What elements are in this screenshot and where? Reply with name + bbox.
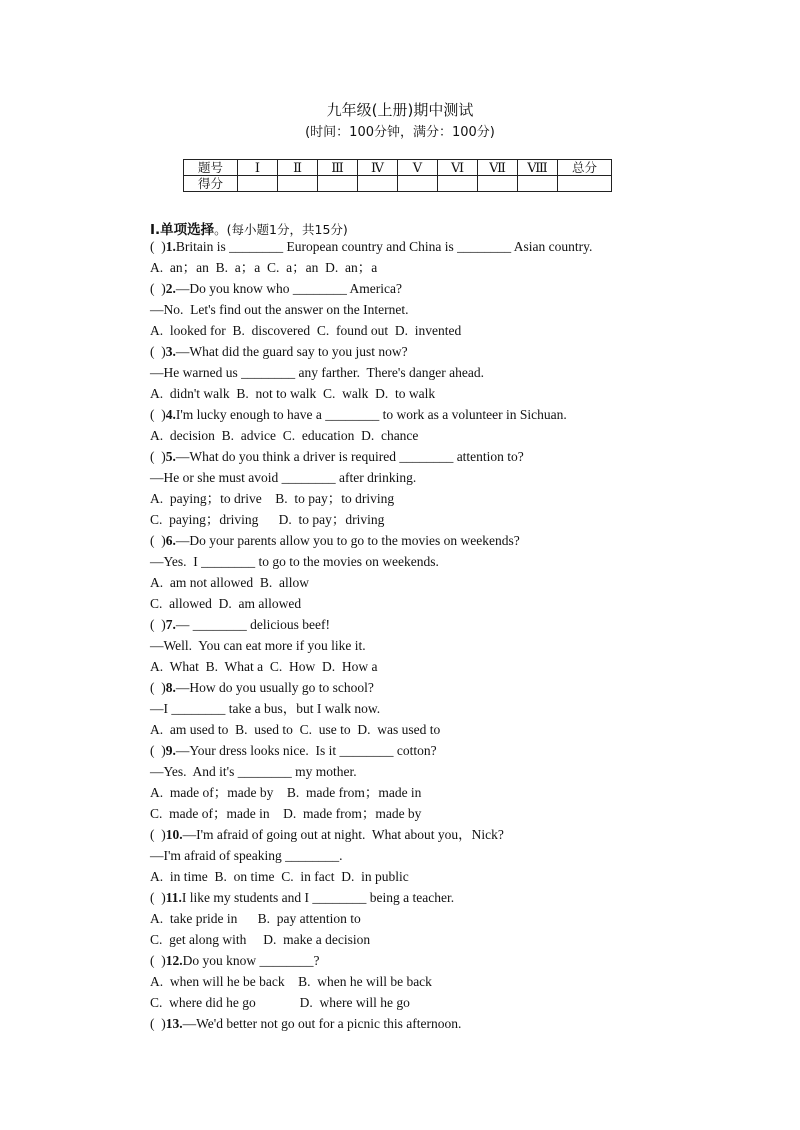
line-text: A. take pride in B. pay attention to xyxy=(150,911,361,926)
score-cell-header: Ⅲ xyxy=(318,160,358,176)
line-text: —We'd better not go out for a picnic this afternoon. xyxy=(182,1016,462,1031)
answer-bracket: ( ) xyxy=(150,407,166,422)
line-text: —He warned us ________ any farther. There's danger ahead. xyxy=(150,365,484,380)
question-stem xyxy=(150,278,650,299)
line-text: —Do you know who ________ America? xyxy=(175,281,402,296)
question-number: 13. xyxy=(165,1016,183,1031)
line-text: —He or she must avoid ________ after drinking. xyxy=(150,470,417,485)
line-text: —Do your parents allow you to go to the movies on weekends? xyxy=(175,533,520,548)
question-stem xyxy=(150,950,650,971)
question-number: 1. xyxy=(165,239,176,254)
line-text: C. paying；driving D. to pay；driving xyxy=(150,512,385,527)
question-stem xyxy=(150,614,650,635)
question-number: 4. xyxy=(165,407,176,422)
question-number: 12. xyxy=(165,953,183,968)
answer-bracket: ( ) xyxy=(150,281,166,296)
score-cell-empty xyxy=(438,176,478,192)
line-text: A. made of；made by B. made from；made in xyxy=(150,785,422,800)
answer-bracket: ( ) xyxy=(150,953,166,968)
line-text: —Yes. And it's ________ my mother. xyxy=(150,764,357,779)
question-list xyxy=(150,236,650,1034)
line-text: —What did the guard say to you just now? xyxy=(175,344,408,359)
question-line xyxy=(150,971,650,992)
question-line xyxy=(150,383,650,404)
line-text: —I ________ take a bus，but I walk now. xyxy=(150,701,381,716)
line-text: —No. Let's find out the answer on the Internet. xyxy=(150,302,409,317)
question-line xyxy=(150,257,650,278)
line-text: —I'm afraid of speaking ________. xyxy=(150,848,343,863)
line-text: —Well. You can eat more if you like it. xyxy=(150,638,366,653)
section-heading xyxy=(150,218,348,238)
score-cell-empty xyxy=(398,176,438,192)
question-stem xyxy=(150,1013,650,1034)
score-cell-header: Ⅳ xyxy=(358,160,398,176)
score-cell-empty xyxy=(238,176,278,192)
line-text: C. get along with D. make a decision xyxy=(150,932,371,947)
score-cell-header: Ⅷ xyxy=(518,160,558,176)
answer-bracket: ( ) xyxy=(150,743,166,758)
question-stem xyxy=(150,446,650,467)
question-stem xyxy=(150,824,650,845)
question-line xyxy=(150,698,650,719)
score-cell-empty xyxy=(478,176,518,192)
score-cell-header: Ⅶ xyxy=(478,160,518,176)
line-text: —Yes. I ________ to go to the movies on weekends. xyxy=(150,554,439,569)
score-cell-label: 得分 xyxy=(184,176,238,192)
page-subtitle: (时间：100分钟，满分：100分) xyxy=(305,125,495,140)
score-cell-header: Ⅱ xyxy=(278,160,318,176)
line-text: — ________ delicious beef! xyxy=(175,617,330,632)
question-number: 2. xyxy=(165,281,176,296)
line-text: C. where did he go D. where will he go xyxy=(150,995,410,1010)
line-text: A. when will he be back B. when he will be back xyxy=(150,974,432,989)
question-line xyxy=(150,320,650,341)
line-text: —What do you think a driver is required ________ attention to? xyxy=(175,449,524,464)
score-cell-empty xyxy=(358,176,398,192)
question-line xyxy=(150,488,650,509)
question-line xyxy=(150,299,650,320)
score-cell-label: 题号 xyxy=(184,160,238,176)
question-number: 9. xyxy=(165,743,176,758)
line-text: I like my students and I ________ being a teacher. xyxy=(181,890,455,905)
answer-bracket: ( ) xyxy=(150,344,166,359)
question-line xyxy=(150,425,650,446)
line-text: A. decision B. advice C. education D. chance xyxy=(150,428,419,443)
question-line xyxy=(150,362,650,383)
line-text: Britain is ________ European country and China is ________ Asian country. xyxy=(175,239,593,254)
question-stem xyxy=(150,341,650,362)
question-line xyxy=(150,719,650,740)
line-text: A. looked for B. discovered C. found out D. invented xyxy=(150,323,462,338)
page-title: 九年级(上册)期中测试 xyxy=(326,101,474,119)
question-line xyxy=(150,572,650,593)
answer-bracket: ( ) xyxy=(150,239,166,254)
question-number: 5. xyxy=(165,449,176,464)
line-text: —How do you usually go to school? xyxy=(175,680,374,695)
question-line xyxy=(150,929,650,950)
line-text: C. allowed D. am allowed xyxy=(150,596,302,611)
question-line xyxy=(150,908,650,929)
answer-bracket: ( ) xyxy=(150,449,166,464)
answer-bracket: ( ) xyxy=(150,533,166,548)
question-stem xyxy=(150,677,650,698)
question-stem xyxy=(150,887,650,908)
line-text: Do you know ________? xyxy=(182,953,320,968)
section-note: 。(每小题1分，共15分) xyxy=(214,222,348,237)
question-stem xyxy=(150,236,650,257)
question-number: 10. xyxy=(165,827,183,842)
line-text: C. made of；made in D. made from；made by xyxy=(150,806,422,821)
line-text: —I'm afraid of going out at night. What about you，Nick? xyxy=(182,827,504,842)
question-line xyxy=(150,635,650,656)
question-stem xyxy=(150,404,650,425)
question-line xyxy=(150,761,650,782)
score-cell-empty xyxy=(278,176,318,192)
question-number: 6. xyxy=(165,533,176,548)
question-line xyxy=(150,551,650,572)
question-line xyxy=(150,782,650,803)
line-text: —Your dress looks nice. Is it ________ cotton? xyxy=(175,743,437,758)
question-stem xyxy=(150,740,650,761)
question-line xyxy=(150,866,650,887)
line-text: I'm lucky enough to have a ________ to work as a volunteer in Sichuan. xyxy=(175,407,567,422)
score-cell-empty xyxy=(318,176,358,192)
question-line xyxy=(150,803,650,824)
question-line xyxy=(150,509,650,530)
question-number: 8. xyxy=(165,680,176,695)
question-line xyxy=(150,656,650,677)
answer-bracket: ( ) xyxy=(150,617,166,632)
question-number: 7. xyxy=(165,617,176,632)
answer-bracket: ( ) xyxy=(150,1016,166,1031)
score-cell-empty xyxy=(518,176,558,192)
line-text: A. didn't walk B. not to walk C. walk D. to walk xyxy=(150,386,436,401)
section-label: Ⅰ.单项选择 xyxy=(150,222,215,238)
score-cell-header: Ⅵ xyxy=(438,160,478,176)
score-table-score-row xyxy=(184,176,612,192)
score-cell-header: Ⅴ xyxy=(398,160,438,176)
answer-bracket: ( ) xyxy=(150,680,166,695)
line-text: A. am used to B. used to C. use to D. was used to xyxy=(150,722,441,737)
line-text: A. What B. What a C. How D. How a xyxy=(150,659,378,674)
question-stem xyxy=(150,530,650,551)
question-line xyxy=(150,845,650,866)
score-table xyxy=(183,159,612,192)
score-cell-empty xyxy=(558,176,612,192)
question-number: 11. xyxy=(165,890,182,905)
answer-bracket: ( ) xyxy=(150,890,166,905)
line-text: A. in time B. on time C. in fact D. in public xyxy=(150,869,409,884)
answer-bracket: ( ) xyxy=(150,827,166,842)
question-number: 3. xyxy=(165,344,176,359)
question-line xyxy=(150,593,650,614)
score-cell-total: 总分 xyxy=(558,160,612,176)
line-text: A. am not allowed B. allow xyxy=(150,575,309,590)
score-table-header-row xyxy=(184,160,612,176)
question-line xyxy=(150,992,650,1013)
score-cell-header: Ⅰ xyxy=(238,160,278,176)
line-text: A. paying；to drive B. to pay；to driving xyxy=(150,491,395,506)
line-text: A. an；an B. a；a C. a；an D. an；a xyxy=(150,260,378,275)
question-line xyxy=(150,467,650,488)
